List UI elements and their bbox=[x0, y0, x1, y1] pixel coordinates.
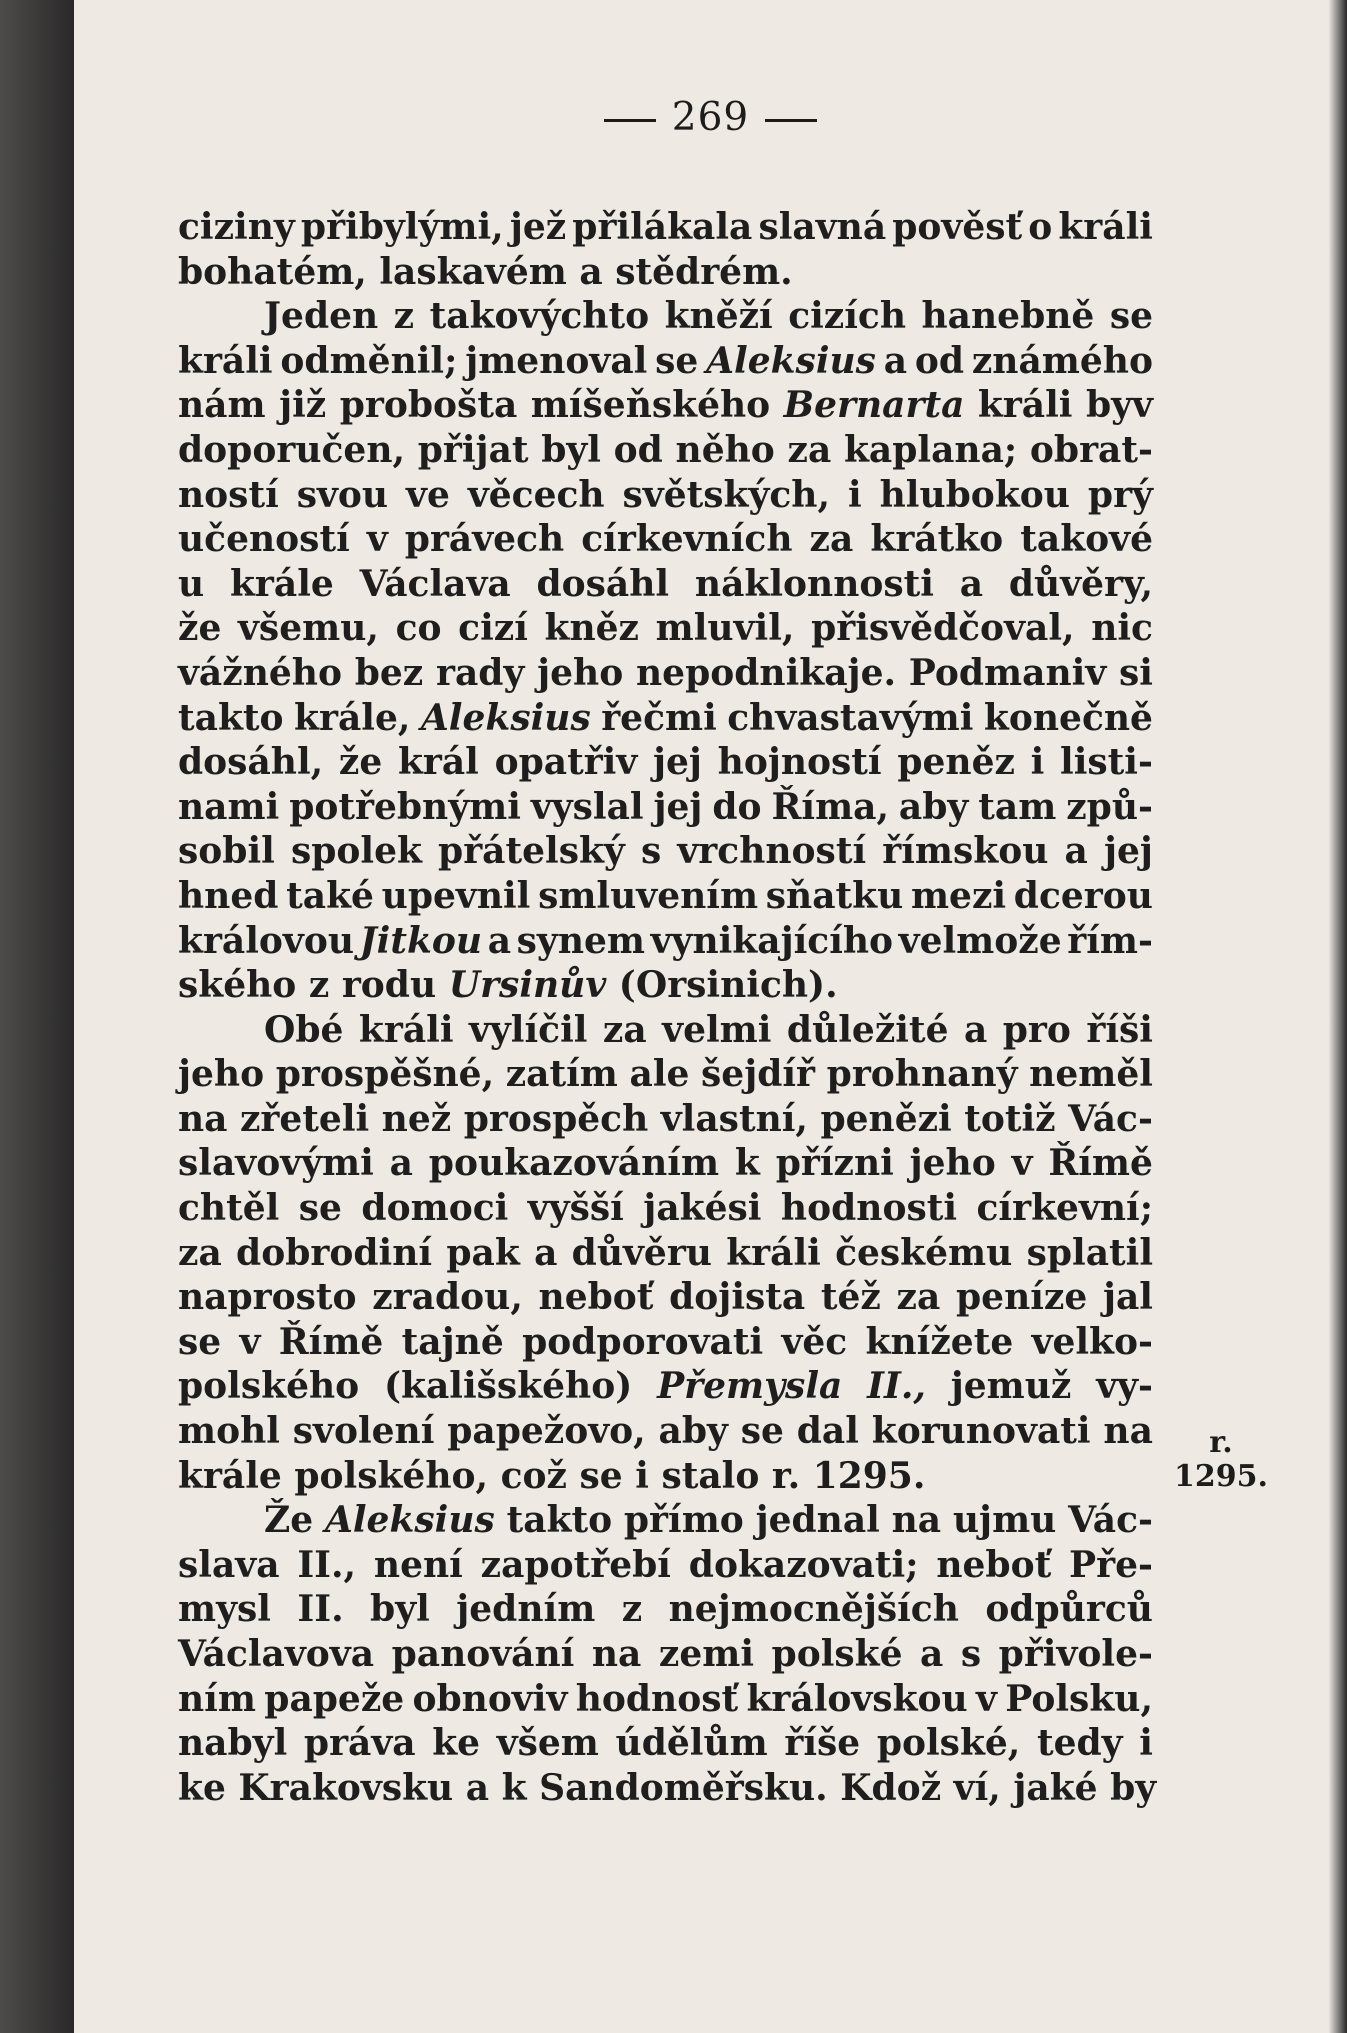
text-line: na zřeteli než prospěch vlastní, penězi totiž Vác- bbox=[178, 1097, 1153, 1140]
text-line: za dobrodiní pak a důvěru králi českému splatil bbox=[178, 1231, 1153, 1274]
text-line: hned také upevnil smluvením sňatku mezi dcerou bbox=[178, 874, 1153, 917]
text-line: slavovými a poukazováním k přízni jeho v Římě bbox=[178, 1142, 1153, 1185]
page-edge-shadow bbox=[1329, 0, 1347, 2033]
text-line: ciziny přibylými, jež přilákala slavná pověsť o králi bbox=[178, 206, 1153, 248]
header-dash-right bbox=[765, 119, 817, 122]
margin-note-year: 1295. bbox=[1174, 1459, 1268, 1494]
body-text bbox=[178, 205, 1157, 1810]
text-line: Obé králi vylíčil za velmi důležité a pro říši bbox=[264, 1008, 1153, 1051]
text-line: královou Jitkou a synem vynikajícího velmože řím- bbox=[178, 919, 1153, 962]
text-line: učeností v právech církevních za krátko takové bbox=[178, 518, 1153, 561]
text-line: nami potřebnými vyslal jej do Říma, aby tam způ- bbox=[178, 785, 1153, 828]
paragraph bbox=[178, 1498, 1157, 1810]
book-gutter bbox=[0, 0, 74, 2033]
text-line: ke Krakovsku a k Sandoměřsku. Kdož ví, jaké by bbox=[178, 1766, 1157, 1809]
text-line: se v Římě tajně podporovati věc knížete velko- bbox=[178, 1320, 1153, 1363]
text-line: Jeden z takovýchto kněží cizích hanebně se bbox=[264, 295, 1153, 338]
paragraph bbox=[178, 205, 1153, 294]
text-line: krále polského, což se i stalo r. 1295. bbox=[178, 1454, 926, 1497]
text-line: naprosto zradou, neboť dojista též za peníze jal bbox=[178, 1276, 1153, 1319]
margin-note bbox=[1174, 1426, 1268, 1494]
text-line: doporučen, přijat byl od něho za kaplana; obrat- bbox=[178, 428, 1153, 471]
text-line: bohatém, laskavém a stědrém. bbox=[178, 250, 793, 293]
text-line: vážného bez rady jeho nepodnikaje. Podmaniv si bbox=[178, 651, 1153, 694]
text-line: chtěl se domoci vyšší jakési hodnosti církevní; bbox=[178, 1187, 1153, 1230]
text-line: mysl II. byl jedním z nejmocnějších odpůrců bbox=[178, 1588, 1153, 1631]
text-line: Václavova panování na zemi polské a s přivole- bbox=[178, 1633, 1153, 1675]
paragraph bbox=[178, 294, 1153, 1008]
paragraph bbox=[178, 1008, 1153, 1499]
text-line: ním papeže obnoviv hodnosť královskou v Polsku, bbox=[178, 1677, 1153, 1720]
text-line: ského z rodu Ursinův (Orsinich). bbox=[178, 964, 838, 1007]
text-line: takto krále, Aleksius řečmi chvastavými konečně bbox=[178, 696, 1153, 739]
text-line: nám již probošta míšeňského Bernarta králi byv bbox=[178, 384, 1153, 427]
text-line: sobil spolek přátelský s vrchností římskou a jej bbox=[178, 830, 1153, 873]
text-line: králi odměnil; jmenoval se Aleksius a od známého bbox=[178, 339, 1153, 382]
text-line: nabyl práva ke všem údělům říše polské, tedy i bbox=[178, 1722, 1153, 1765]
text-line: Že Aleksius takto přímo jednal na ujmu Vác- bbox=[264, 1499, 1153, 1542]
text-line: u krále Václava dosáhl náklonnosti a důvěry, bbox=[178, 562, 1153, 605]
text-line: slava II., není zapotřebí dokazovati; neboť Pře- bbox=[178, 1543, 1153, 1586]
header-dash-left bbox=[604, 119, 656, 122]
text-line: že všemu, co cizí kněz mluvil, přisvědčoval, nic bbox=[178, 607, 1153, 650]
book-page bbox=[74, 0, 1347, 2033]
text-line: mohl svolení papežovo, aby se dal korunovati na bbox=[178, 1410, 1153, 1453]
text-line: dosáhl, že král opatřiv jej hojností peněz i listi- bbox=[178, 741, 1153, 784]
text-line: jeho prospěšné, zatím ale šejdíř prohnaný neměl bbox=[178, 1053, 1153, 1096]
page-header bbox=[74, 95, 1347, 140]
text-line: polského (kališského) Přemysla II., jemuž vy- bbox=[178, 1365, 1153, 1408]
page-number: 269 bbox=[671, 95, 750, 140]
text-line: ností svou ve věcech světských, i hlubokou prý bbox=[178, 473, 1153, 516]
margin-note-label: r. bbox=[1209, 1425, 1233, 1460]
